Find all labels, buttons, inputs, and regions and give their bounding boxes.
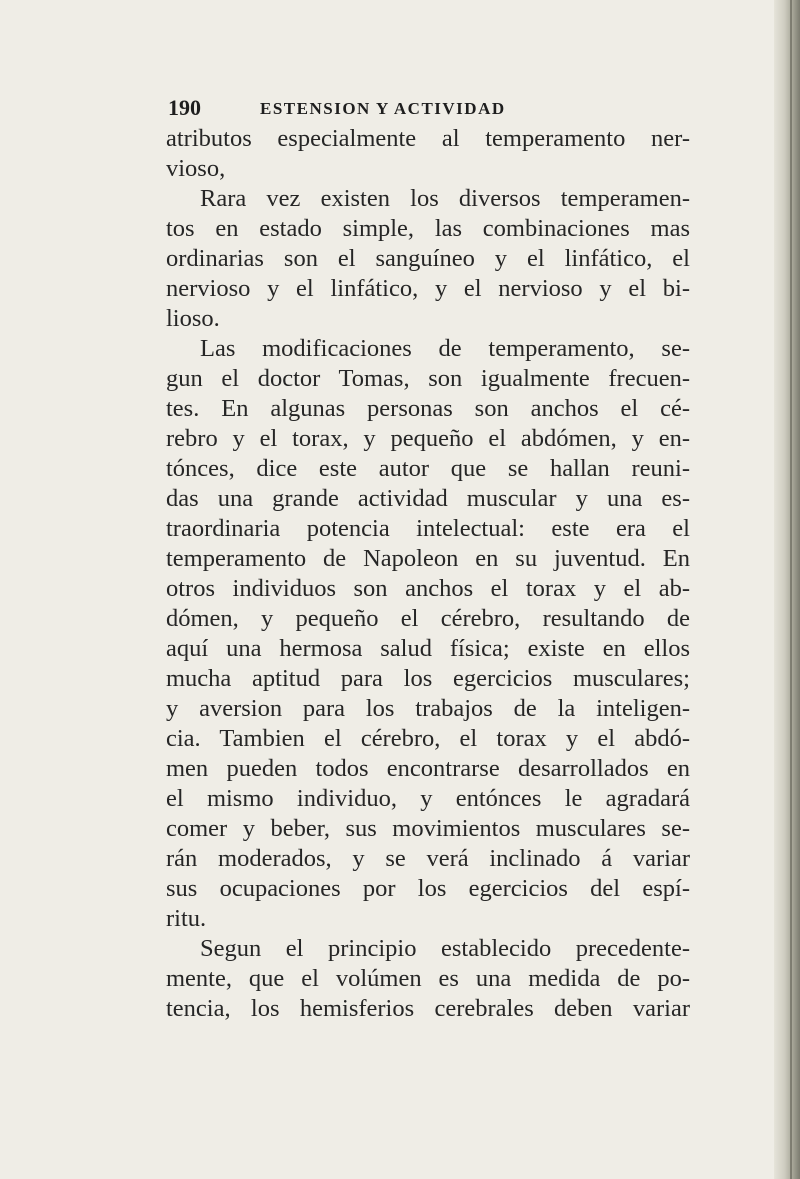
- text-line: el mismo individuo, y entónces le agradará: [166, 785, 690, 812]
- text-line: sus ocupaciones por los egercicios del espí-: [166, 875, 690, 902]
- text-line: nervioso y el linfático, y el nervioso y el bi-: [166, 275, 690, 302]
- text-line: mente, que el volúmen es una medida de po-: [166, 965, 690, 992]
- page-number: 190: [168, 95, 201, 120]
- text-line: tónces, dice este autor que se hallan reuni-: [166, 455, 690, 482]
- text-line: aquí una hermosa salud física; existe en ellos: [166, 635, 690, 662]
- text-line: Las modificaciones de temperamento, se-: [200, 335, 690, 362]
- text-line: y aversion para los trabajos de la inteligen-: [166, 695, 690, 722]
- page-header: [168, 95, 688, 125]
- text-line: Rara vez existen los diversos temperamen-: [200, 185, 690, 212]
- text-line: atributos especialmente al temperamento ner-: [166, 125, 690, 152]
- text-line: traordinaria potencia intelectual: este era el: [166, 515, 690, 542]
- text-line: comer y beber, sus movimientos musculares se-: [166, 815, 690, 842]
- page-edge-shadow: [774, 0, 800, 1179]
- text-line: men pueden todos encontrarse desarrollados en: [166, 755, 690, 782]
- text-line: vioso,: [166, 155, 226, 182]
- text-line: cia. Tambien el cérebro, el torax y el abdó-: [166, 725, 690, 752]
- text-line: otros individuos son anchos el torax y el ab-: [166, 575, 690, 602]
- text-line: lioso.: [166, 305, 220, 332]
- text-line: mucha aptitud para los egercicios musculares;: [166, 665, 690, 692]
- text-line: temperamento de Napoleon en su juventud. En: [166, 545, 690, 572]
- text-line: Segun el principio establecido precedente-: [200, 935, 690, 962]
- running-head: ESTENSION Y ACTIVIDAD: [260, 99, 506, 118]
- text-line: ritu.: [166, 905, 207, 932]
- text-line: dómen, y pequeño el cérebro, resultando de: [166, 605, 690, 632]
- text-line: tes. En algunas personas son anchos el cé-: [166, 395, 690, 422]
- text-line: tencia, los hemisferios cerebrales deben variar: [166, 995, 690, 1022]
- text-line: rán moderados, y se verá inclinado á variar: [166, 845, 690, 872]
- text-line: gun el doctor Tomas, son igualmente frecuen-: [166, 365, 690, 392]
- text-line: ordinarias son el sanguíneo y el linfático, el: [166, 245, 690, 272]
- text-line: tos en estado simple, las combinaciones mas: [166, 215, 690, 242]
- page-edge-line: [790, 0, 792, 1179]
- text-line: das una grande actividad muscular y una es-: [166, 485, 690, 512]
- text-line: rebro y el torax, y pequeño el abdómen, y en-: [166, 425, 690, 452]
